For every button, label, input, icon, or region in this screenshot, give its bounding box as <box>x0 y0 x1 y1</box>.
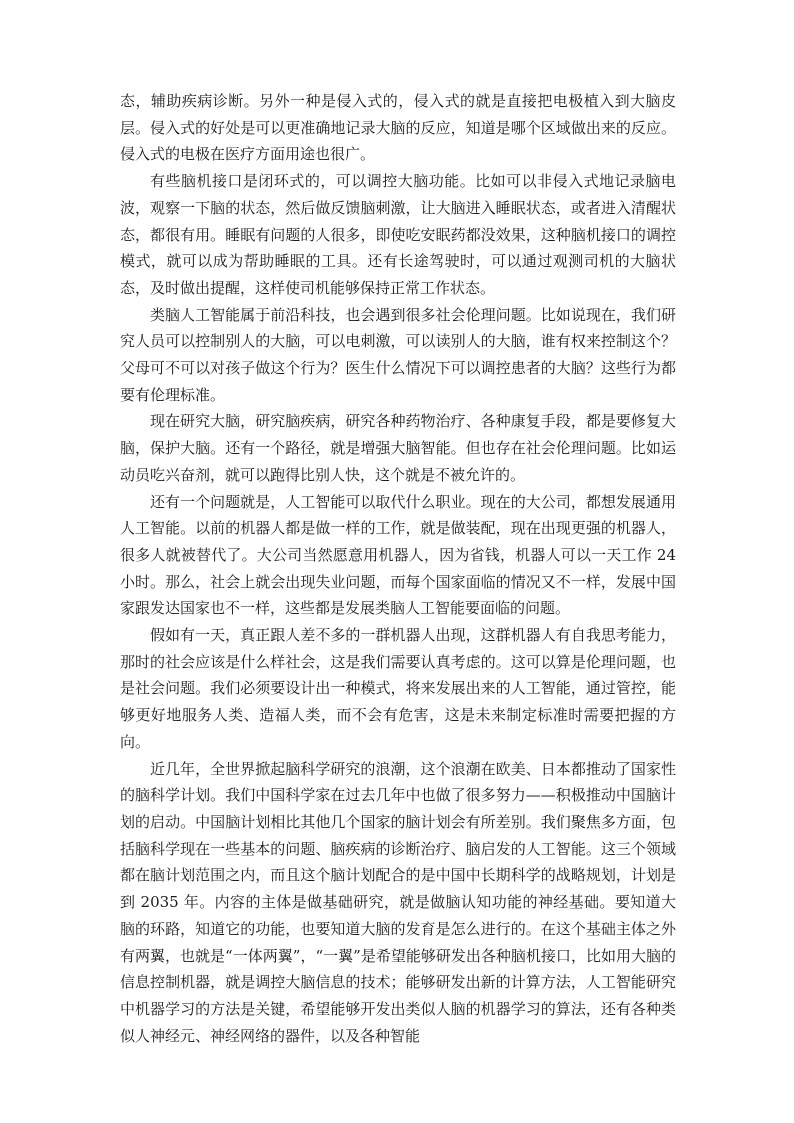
document-body <box>120 88 676 1049</box>
paragraph: 假如有一天，真正跟人差不多的一群机器人出现，这群机器人有自我思考能力，那时的社会应该是什么样社会，这是我们需要认真考虑的。这可以算是伦理问题，也是社会问题。我们必须要设计出一种模式，将来发展出来的人工智能，通过管控，能够更好地服务人类、造福人类，而不会有危害，这是未来制定标准时需要把握的方向。 <box>120 626 676 751</box>
paragraph: 类脑人工智能属于前沿科技，也会遇到很多社会伦理问题。比如说现在，我们研究人员可以控制别人的大脑，可以电刺激，可以读别人的大脑，谁有权来控制这个？父母可不可以对孩子做这个行为？医生什么情况下可以调控患者的大脑？这些行为都要有伦理标准。 <box>120 305 676 404</box>
paragraph: 还有一个问题就是，人工智能可以取代什么职业。现在的大公司，都想发展通用人工智能。以前的机器人都是做一样的工作，就是做装配，现在出现更强的机器人，很多人就被替代了。大公司当然愿意用机器人，因为省钱，机器人可以一天工作 24 小时。那么，社会上就会出现失业问题，而每个国家面临的情况又不一样，发展中国家跟发达国家也不一样，这些都是发展类脑人工智能要面临的问题。 <box>120 492 676 618</box>
paragraph: 态，辅助疾病诊断。另外一种是侵入式的，侵入式的就是直接把电极植入到大脑皮层。侵入式的好处是可以更准确地记录大脑的反应，知道是哪个区域做出来的反应。侵入式的电极在医疗方面用途也很广。 <box>120 92 676 164</box>
paragraph: 现在研究大脑，研究脑疾病，研究各种药物治疗、各种康复手段，都是要修复大脑，保护大脑。还有一个路径，就是增强大脑智能。但也存在社会伦理问题。比如运动员吃兴奋剂，就可以跑得比别人快，这个就是不被允许的。 <box>120 412 676 484</box>
paragraph: 有些脑机接口是闭环式的，可以调控大脑功能。比如可以非侵入式地记录脑电波，观察一下脑的状态，然后做反馈脑刺激，让大脑进入睡眠状态，或者进入清醒状态，都很有用。睡眠有问题的人很多，即使吃安眠药都没效果，这种脑机接口的调控模式，就可以成为帮助睡眠的工具。还有长途驾驶时，可以通过观测司机的大脑状态，及时做出提醒，这样使司机能够保持正常工作状态。 <box>120 172 676 297</box>
paragraph: 近几年，全世界掀起脑科学研究的浪潮，这个浪潮在欧美、日本都推动了国家性的脑科学计划。我们中国科学家在过去几年中也做了很多努力——积极推动中国脑计划的启动。中国脑计划相比其他几个国家的脑计划会有所差别。我们聚焦多方面，包括脑科学现在一些基本的问题、脑疾病的诊断治疗、脑启发的人工智能。这三个领域都在脑计划范围之内，而且这个脑计划配合的是中国中长期科学的战略规划，计划是到 2035 年。内容的主体是做基础研究，就是做脑认知功能的神经基础。要知道大脑的环路，知道它的功能，也要知道大脑的发育是怎么进行的。在这个基础主体之外有两翼，也就是“一体两翼”，“一翼”是希望能够研发出各种脑机接口，比如用大脑的信息控制机器，就是调控大脑信息的技术；能够研发出新的计算方法，人工智能研究中机器学习的方法是关键，希望能够开发出类似人脑的机器学习的算法，还有各种类似人神经元、神经网络的器件，以及各种智能 <box>120 759 676 1045</box>
